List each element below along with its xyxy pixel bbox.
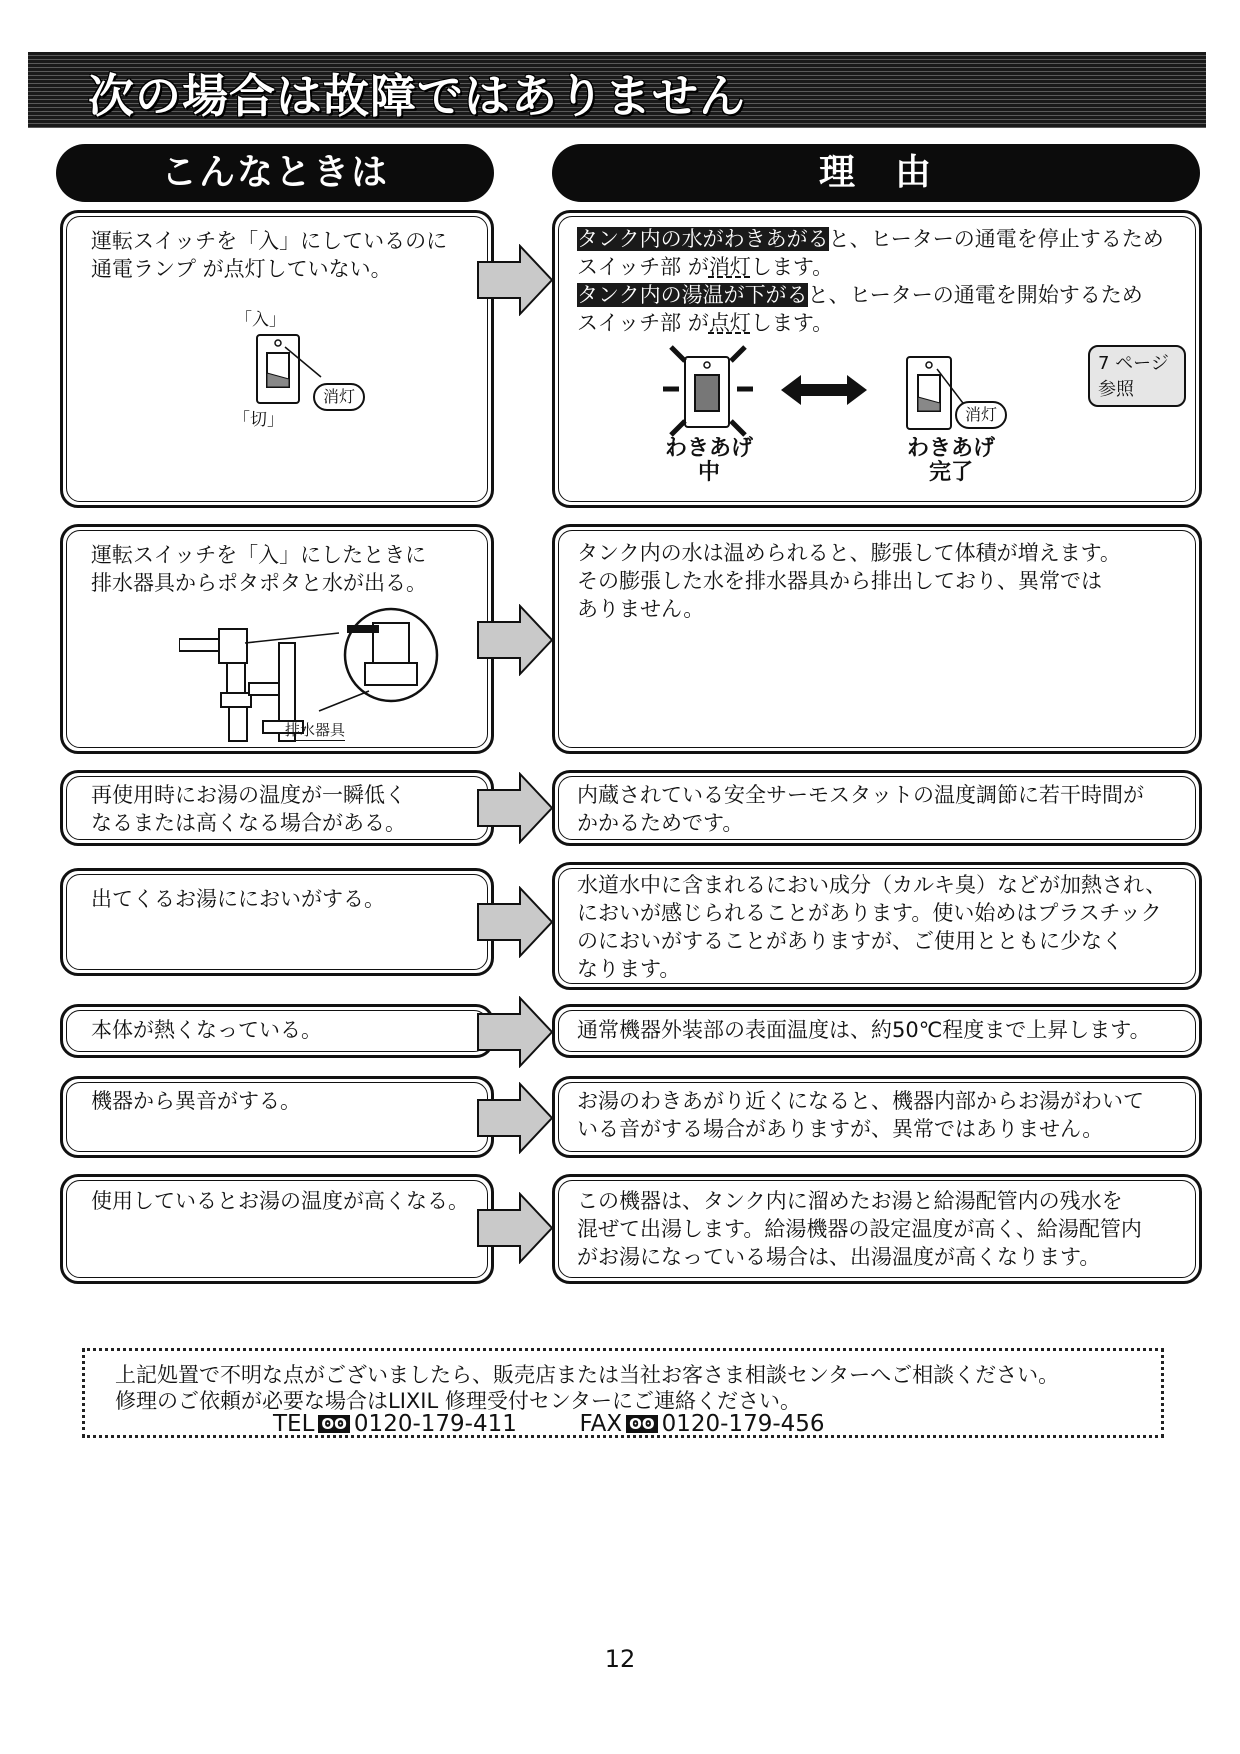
column-header-symptom: こんなときは [56, 144, 494, 202]
reason-text: と、ヒーターの通電を停止するため [828, 227, 1164, 251]
right-arrow-icon [476, 772, 554, 844]
reason-text: 水道水中に含まれるにおい成分（カルキ臭）などが加熱され、 においが感じられることがあります。使い始めはプラスチック のにおいがすることがありますが、ご使用とともに少なく なります。 [577, 873, 1167, 981]
right-arrow-icon [476, 1082, 554, 1154]
reason-text: この機器は、タンク内に溜めたお湯と給湯配管内の残水を 混ぜて出湯します。給湯機器の設定温度が高く、給湯配管内 がお湯になっている場合は、出湯温度が高くなります。 [577, 1189, 1142, 1269]
column-header-reason: 理 由 [552, 144, 1200, 202]
symptom-text: 出てくるお湯ににおいがする。 [91, 887, 385, 911]
reason-box-7 [552, 1174, 1202, 1284]
page-title: 次の場合は故障ではありません [88, 69, 746, 123]
symptom-text: 使用しているとお湯の温度が高くなる。 [91, 1189, 469, 1213]
symptom-box-7 [60, 1174, 494, 1284]
switch-on-label: 「入」 [235, 310, 286, 330]
right-arrow-icon [476, 244, 554, 316]
double-arrow-icon [781, 373, 867, 407]
right-arrow-icon [476, 1192, 554, 1264]
reason-box-6 [552, 1076, 1202, 1158]
symptom-text: 再使用時にお湯の温度が一瞬低く なるまたは高くなる場合がある。 [91, 783, 406, 835]
contact-notice [82, 1348, 1164, 1438]
reason-text: と、ヒーターの通電を開始するため [807, 283, 1143, 307]
switch-off-label: 「切」 [233, 410, 284, 430]
lamp-on-word: 点灯 [708, 311, 751, 335]
symptom-text: 運転スイッチを「入」にしたときに 排水器具からポタポタと水が出る。 [91, 543, 427, 595]
reason-text: 内蔵されている安全サーモスタットの温度調節に若干時間が かかるためです。 [577, 783, 1144, 835]
symptom-box-5 [60, 1004, 494, 1058]
symptom-box-3 [60, 770, 494, 846]
tel-number: 0120-179-411 [353, 1411, 517, 1437]
page-number: 12 [604, 1645, 636, 1673]
symptom-text: 本体が熱くなっている。 [91, 1018, 322, 1042]
right-arrow-icon [476, 886, 554, 958]
symptom-text: 運転スイッチを「入」にしているのに 通電ランプ が点灯していない。 [91, 229, 448, 281]
reason-text: スイッチ部 が [577, 311, 709, 335]
symptom-box-1 [60, 210, 494, 508]
reason-text: お湯のわきあがり近くになると、機器内部からお湯がわいて いる音がする場合がありますが、異常ではありません。 [577, 1089, 1144, 1141]
reason-text: します。 [750, 311, 834, 335]
right-arrow-icon [476, 604, 554, 676]
page-banner [28, 52, 1206, 128]
reason-text: タンク内の水は温められると、膨張して体積が増えます。 その膨張した水を排水器具から排出しており、異常では ありません。 [577, 541, 1121, 621]
reason-box-2 [552, 524, 1202, 754]
right-arrow-icon [476, 996, 554, 1068]
lamp-off-callout: 消灯 [313, 383, 365, 411]
lamp-off-callout-2: 消灯 [955, 401, 1007, 429]
state-heating-label: わきあげ 中 [664, 436, 753, 485]
fax-label: FAX [579, 1411, 623, 1437]
highlight-temp-drop: タンク内の湯温が下がる [577, 283, 808, 307]
tel-label: TEL [273, 1411, 315, 1437]
reason-box-5 [552, 1004, 1202, 1058]
symptom-box-6 [60, 1076, 494, 1158]
reason-text: します。 [750, 255, 834, 279]
symptom-box-2 [60, 524, 494, 754]
lamp-off-word: 消灯 [708, 255, 751, 279]
reason-box-4 [552, 862, 1202, 990]
switch-heating-icon [663, 345, 753, 441]
reason-text: 通常機器外装部の表面温度は、約50℃程度まで上昇します。 [577, 1018, 1151, 1042]
notice-line-1: 上記処置で不明な点がございましたら、販売店または当社お客さま相談センターへご相談ください。 [115, 1363, 1060, 1387]
notice-line-2: 修理のご依頼が必要な場合はLIXIL 修理受付センターにご連絡ください。 [115, 1389, 802, 1413]
reason-box-3 [552, 770, 1202, 846]
state-done-label: わきあげ 完了 [906, 436, 995, 485]
fax-number: 0120-179-456 [661, 1411, 825, 1437]
reason-text: スイッチ部 が [577, 255, 709, 279]
freedial-icon: ʘʘ [318, 1415, 350, 1433]
freedial-icon: ʘʘ [626, 1415, 658, 1433]
notice-contacts [273, 1411, 825, 1437]
drain-fitting-label: 排水器具 [285, 721, 346, 739]
symptom-text: 機器から異音がする。 [91, 1089, 301, 1113]
page-reference-note: 7 ページ 参照 [1088, 345, 1186, 407]
symptom-box-4 [60, 868, 494, 976]
highlight-water-heated: タンク内の水がわきあがる [577, 227, 829, 251]
reason-text-1 [577, 225, 1185, 337]
